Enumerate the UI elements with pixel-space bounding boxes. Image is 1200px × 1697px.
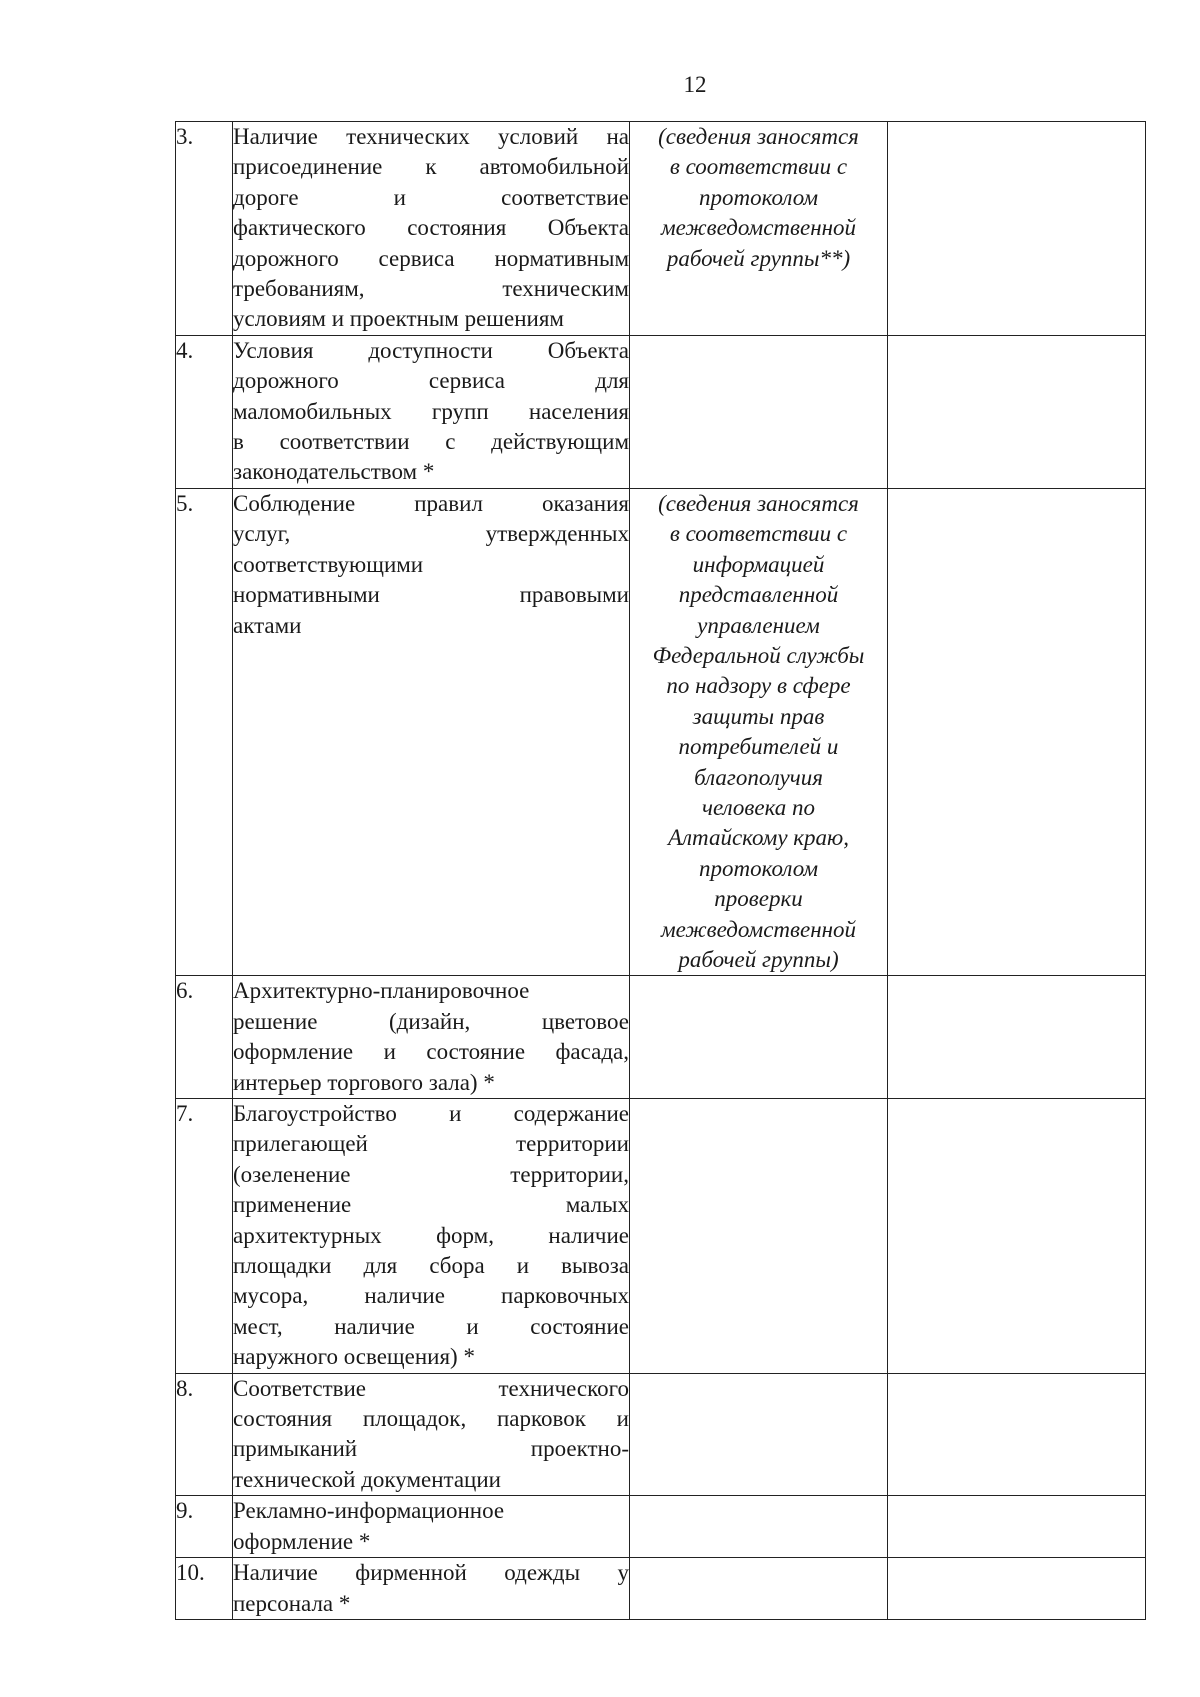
info-source-line: благополучия <box>694 764 823 790</box>
assessment-cell[interactable] <box>888 976 1146 1099</box>
assessment-cell[interactable] <box>888 335 1146 488</box>
criteria-table-body <box>176 122 1146 1620</box>
criterion-line: законодательством * <box>233 459 435 485</box>
row-number: 9. <box>176 1496 233 1558</box>
table-row <box>176 1558 1146 1620</box>
info-source-line: (сведения заносятся <box>658 490 859 516</box>
criterion-line: интерьер торгового зала) * <box>233 1069 495 1095</box>
criterion-line: дорожного сервиса для <box>233 368 629 394</box>
row-number: 7. <box>176 1099 233 1374</box>
criterion-line: Соблюдение правил оказания <box>233 490 629 516</box>
info-source-line: рабочей группы**) <box>666 245 851 271</box>
info-source-cell <box>630 1496 888 1558</box>
criterion-line: архитектурных форм, наличие <box>233 1222 629 1248</box>
info-source-line: Федеральной службы <box>652 642 865 668</box>
info-source-line: протоколом <box>698 184 819 210</box>
info-source-line: управлением <box>697 612 820 638</box>
criterion-line: дорожного сервиса нормативным <box>233 245 629 271</box>
criterion-line: Архитектурно-планировочное <box>233 978 530 1004</box>
criterion-cell <box>233 1496 630 1558</box>
criterion-line: маломобильных групп населения <box>233 398 629 424</box>
info-source-cell <box>630 1099 888 1374</box>
info-source-line: в соответствии с <box>669 521 848 547</box>
info-source-cell <box>630 976 888 1099</box>
table-row <box>176 1373 1146 1496</box>
criterion-line: дороге и соответствие <box>233 184 629 210</box>
criterion-line: мусора, наличие парковочных <box>233 1283 629 1309</box>
page-number: 12 <box>683 72 707 97</box>
criterion-line: фактического состояния Объекта <box>233 215 629 241</box>
info-source-line: рабочей группы) <box>678 946 839 972</box>
criterion-line: прилегающей территории <box>233 1131 629 1157</box>
criterion-cell <box>233 1373 630 1496</box>
criterion-line: мест, наличие и состояние <box>233 1313 629 1339</box>
info-source-line: по надзору в сфере <box>666 673 851 699</box>
criterion-line: наружного освещения) * <box>233 1344 475 1370</box>
criterion-cell <box>233 122 630 336</box>
table-row <box>176 122 1146 336</box>
row-number: 3. <box>176 122 233 336</box>
row-number: 6. <box>176 976 233 1099</box>
info-source-line: в соответствии с <box>669 154 848 180</box>
info-source-line: представленной <box>678 582 839 608</box>
criterion-line: Соответствие технического <box>233 1375 629 1401</box>
criterion-line: решение (дизайн, цветовое <box>233 1008 629 1034</box>
row-number: 8. <box>176 1373 233 1496</box>
info-source-cell <box>630 1373 888 1496</box>
criterion-line: площадки для сбора и вывоза <box>233 1253 629 1279</box>
assessment-cell[interactable] <box>888 1373 1146 1496</box>
criterion-line: примыканий проектно- <box>233 1436 629 1462</box>
criterion-line: технической документации <box>233 1466 501 1492</box>
criterion-line: присоединение к автомобильной <box>233 154 629 180</box>
row-number: 4. <box>176 335 233 488</box>
criterion-line: персонала * <box>233 1590 351 1616</box>
assessment-cell[interactable] <box>888 1558 1146 1620</box>
criterion-line: Благоустройство и содержание <box>233 1101 629 1126</box>
criterion-line: нормативными правовыми <box>233 582 629 608</box>
info-source-line: человека по <box>701 794 816 820</box>
info-source-line: (сведения заносятся <box>658 124 859 149</box>
criterion-cell <box>233 976 630 1099</box>
criterion-line: услуг, утвержденных <box>233 521 629 547</box>
row-number: 10. <box>176 1558 233 1620</box>
info-source-cell <box>630 122 888 336</box>
info-source-line: информацией <box>692 551 825 577</box>
criterion-line: соответствующими <box>233 551 424 577</box>
table-row <box>176 335 1146 488</box>
criterion-line: оформление * <box>233 1528 371 1554</box>
info-source-line: потребителей и <box>678 734 839 760</box>
info-source-cell <box>630 488 888 976</box>
row-number: 5. <box>176 488 233 976</box>
info-source-cell <box>630 335 888 488</box>
table-row <box>176 488 1146 976</box>
info-source-line: защиты прав <box>692 703 825 729</box>
criterion-line: Условия доступности Объекта <box>233 337 629 363</box>
criterion-line: в соответствии с действующим <box>233 429 629 455</box>
table-row <box>176 1099 1146 1374</box>
criterion-line: оформление и состояние фасада, <box>233 1039 629 1065</box>
criterion-cell <box>233 488 630 976</box>
info-source-line: Алтайскому краю, <box>667 825 850 851</box>
criteria-table <box>175 121 1146 1620</box>
assessment-cell[interactable] <box>888 488 1146 976</box>
table-row <box>176 976 1146 1099</box>
info-source-line: межведомственной <box>660 916 857 942</box>
criterion-line: Наличие фирменной одежды у <box>233 1560 629 1586</box>
assessment-cell[interactable] <box>888 1099 1146 1374</box>
info-source-line: протоколом <box>698 855 819 881</box>
criterion-line: Наличие технических условий на <box>233 124 629 149</box>
criterion-line: актами <box>233 612 302 638</box>
table-row <box>176 1496 1146 1558</box>
assessment-cell[interactable] <box>888 1496 1146 1558</box>
criterion-line: применение малых <box>233 1192 629 1218</box>
criterion-cell <box>233 1558 630 1620</box>
info-source-line: проверки <box>714 886 803 912</box>
criterion-cell <box>233 1099 630 1374</box>
criterion-line: Рекламно-информационное <box>233 1498 505 1524</box>
criterion-line: условиям и проектным решениям <box>233 306 564 332</box>
info-source-line: межведомственной <box>660 215 857 241</box>
criterion-line: состояния площадок, парковок и <box>233 1406 629 1432</box>
assessment-cell[interactable] <box>888 122 1146 336</box>
criterion-line: требованиям, техническим <box>233 276 629 302</box>
criterion-line: (озеленение территории, <box>233 1161 629 1187</box>
criterion-cell <box>233 335 630 488</box>
info-source-cell <box>630 1558 888 1620</box>
